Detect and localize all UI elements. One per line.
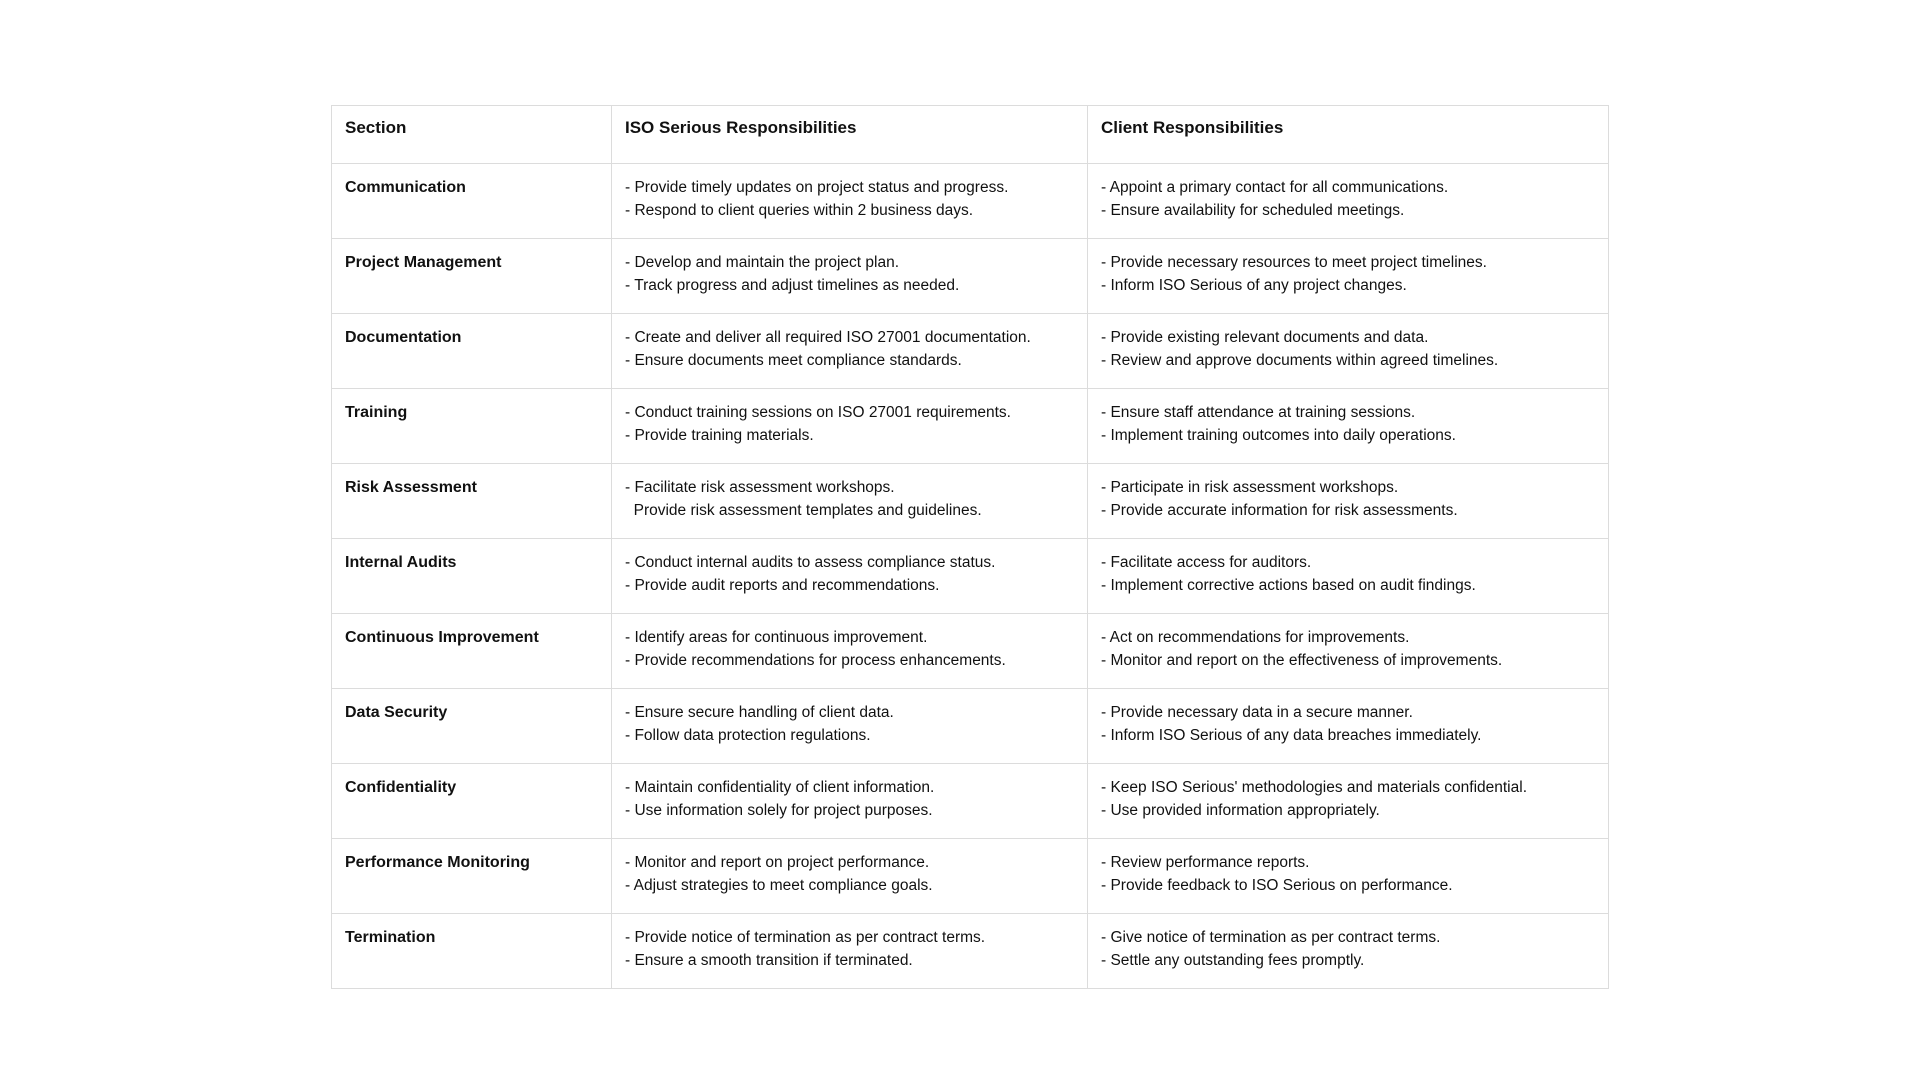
section-name: Data Security (345, 704, 448, 721)
iso-responsibilities-cell (612, 164, 1088, 239)
section-cell (332, 839, 612, 914)
client-responsibilities-cell (1088, 689, 1609, 764)
responsibility-item: - Give notice of termination as per contract terms. (1101, 929, 1441, 946)
responsibility-item: - Conduct training sessions on ISO 27001 requirements. (625, 404, 1011, 421)
responsibility-item: - Ensure availability for scheduled meetings. (1101, 201, 1405, 219)
responsibility-item: - Keep ISO Serious' methodologies and materials confidential. (1101, 779, 1528, 796)
table-row (332, 239, 1609, 314)
section-name: Continuous Improvement (345, 629, 539, 646)
header-section: Section (332, 106, 612, 164)
responsibility-item: - Provide notice of termination as per contract terms. (625, 929, 986, 946)
section-cell (332, 614, 612, 689)
table-row (332, 389, 1609, 464)
responsibility-item: - Provide feedback to ISO Serious on performance. (1101, 876, 1453, 894)
client-responsibilities-cell (1088, 464, 1609, 539)
responsibility-item: - Monitor and report on project performance. (625, 854, 930, 871)
iso-responsibilities-cell (612, 389, 1088, 464)
responsibility-item: - Identify areas for continuous improvement. (625, 629, 928, 646)
iso-responsibilities-cell (612, 839, 1088, 914)
responsibility-item: - Inform ISO Serious of any data breaches immediately. (1101, 726, 1482, 744)
table-row (332, 689, 1609, 764)
section-cell (332, 689, 612, 764)
responsibility-item: - Provide recommendations for process enhancements. (625, 651, 1006, 669)
header-iso-responsibilities: ISO Serious Responsibilities (612, 106, 1088, 164)
iso-responsibilities-cell (612, 314, 1088, 389)
responsibility-item: - Provide accurate information for risk assessments. (1101, 501, 1458, 519)
responsibility-item: - Ensure secure handling of client data. (625, 704, 894, 721)
responsibility-item: - Provide training materials. (625, 426, 814, 444)
iso-responsibilities-cell (612, 539, 1088, 614)
responsibility-item: - Appoint a primary contact for all communications. (1101, 179, 1449, 196)
section-cell (332, 164, 612, 239)
section-name: Communication (345, 179, 466, 196)
section-cell (332, 764, 612, 839)
responsibility-item: - Review performance reports. (1101, 854, 1310, 871)
section-name: Internal Audits (345, 554, 457, 571)
client-responsibilities-cell (1088, 839, 1609, 914)
section-cell (332, 314, 612, 389)
client-responsibilities-cell (1088, 614, 1609, 689)
table-row (332, 314, 1609, 389)
table-header (332, 106, 1609, 164)
responsibility-item: - Review and approve documents within agreed timelines. (1101, 351, 1499, 369)
client-responsibilities-cell (1088, 314, 1609, 389)
section-name: Documentation (345, 329, 462, 346)
responsibility-item: - Use provided information appropriately. (1101, 801, 1380, 819)
section-name: Confidentiality (345, 779, 457, 796)
section-name: Performance Monitoring (345, 854, 530, 871)
responsibility-item: - Facilitate access for auditors. (1101, 554, 1312, 571)
iso-responsibilities-cell (612, 614, 1088, 689)
responsibility-item: - Maintain confidentiality of client information. (625, 779, 935, 796)
responsibility-item: - Facilitate risk assessment workshops. (625, 479, 895, 496)
client-responsibilities-cell (1088, 764, 1609, 839)
table-row (332, 614, 1609, 689)
responsibility-item: - Participate in risk assessment workshops. (1101, 479, 1399, 496)
section-name: Risk Assessment (345, 479, 477, 496)
iso-responsibilities-cell (612, 464, 1088, 539)
table-row (332, 464, 1609, 539)
header-row (332, 106, 1609, 164)
responsibility-item: - Provide audit reports and recommendations. (625, 576, 940, 594)
responsibility-item: - Follow data protection regulations. (625, 726, 871, 744)
section-cell (332, 539, 612, 614)
responsibility-item: - Inform ISO Serious of any project changes. (1101, 276, 1407, 294)
responsibility-item: - Track progress and adjust timelines as needed. (625, 276, 960, 294)
client-responsibilities-cell (1088, 164, 1609, 239)
responsibility-item: - Adjust strategies to meet compliance goals. (625, 876, 933, 894)
section-name: Project Management (345, 254, 502, 271)
responsibility-item: - Implement corrective actions based on audit findings. (1101, 576, 1476, 594)
responsibility-item: - Settle any outstanding fees promptly. (1101, 951, 1365, 969)
table-body (332, 164, 1609, 989)
client-responsibilities-cell (1088, 539, 1609, 614)
responsibility-item: Provide risk assessment templates and guidelines. (625, 501, 982, 519)
responsibilities-table-container (331, 105, 1608, 989)
table-row (332, 164, 1609, 239)
responsibility-item: - Develop and maintain the project plan. (625, 254, 899, 271)
iso-responsibilities-cell (612, 914, 1088, 989)
responsibility-item: - Respond to client queries within 2 business days. (625, 201, 974, 219)
section-name: Termination (345, 929, 436, 946)
responsibility-item: - Provide necessary data in a secure manner. (1101, 704, 1413, 721)
responsibility-item: - Act on recommendations for improvements. (1101, 629, 1410, 646)
section-cell (332, 389, 612, 464)
client-responsibilities-cell (1088, 914, 1609, 989)
responsibility-item: - Provide timely updates on project status and progress. (625, 179, 1009, 196)
responsibility-item: - Conduct internal audits to assess compliance status. (625, 554, 996, 571)
responsibility-item: - Implement training outcomes into daily operations. (1101, 426, 1456, 444)
section-cell (332, 239, 612, 314)
iso-responsibilities-cell (612, 689, 1088, 764)
table-row (332, 539, 1609, 614)
responsibility-item: - Provide existing relevant documents and data. (1101, 329, 1429, 346)
table-row (332, 764, 1609, 839)
section-cell (332, 464, 612, 539)
client-responsibilities-cell (1088, 239, 1609, 314)
section-name: Training (345, 404, 408, 421)
responsibility-item: - Monitor and report on the effectiveness of improvements. (1101, 651, 1503, 669)
responsibility-item: - Ensure staff attendance at training sessions. (1101, 404, 1416, 421)
iso-responsibilities-cell (612, 764, 1088, 839)
responsibilities-table (331, 105, 1609, 989)
section-cell (332, 914, 612, 989)
responsibility-item: - Use information solely for project purposes. (625, 801, 933, 819)
responsibility-item: - Provide necessary resources to meet project timelines. (1101, 254, 1487, 271)
iso-responsibilities-cell (612, 239, 1088, 314)
table-row (332, 839, 1609, 914)
client-responsibilities-cell (1088, 389, 1609, 464)
responsibility-item: - Ensure documents meet compliance standards. (625, 351, 962, 369)
responsibility-item: - Ensure a smooth transition if terminated. (625, 951, 913, 969)
table-row (332, 914, 1609, 989)
header-client-responsibilities: Client Responsibilities (1088, 106, 1609, 164)
responsibility-item: - Create and deliver all required ISO 27001 documentation. (625, 329, 1031, 346)
